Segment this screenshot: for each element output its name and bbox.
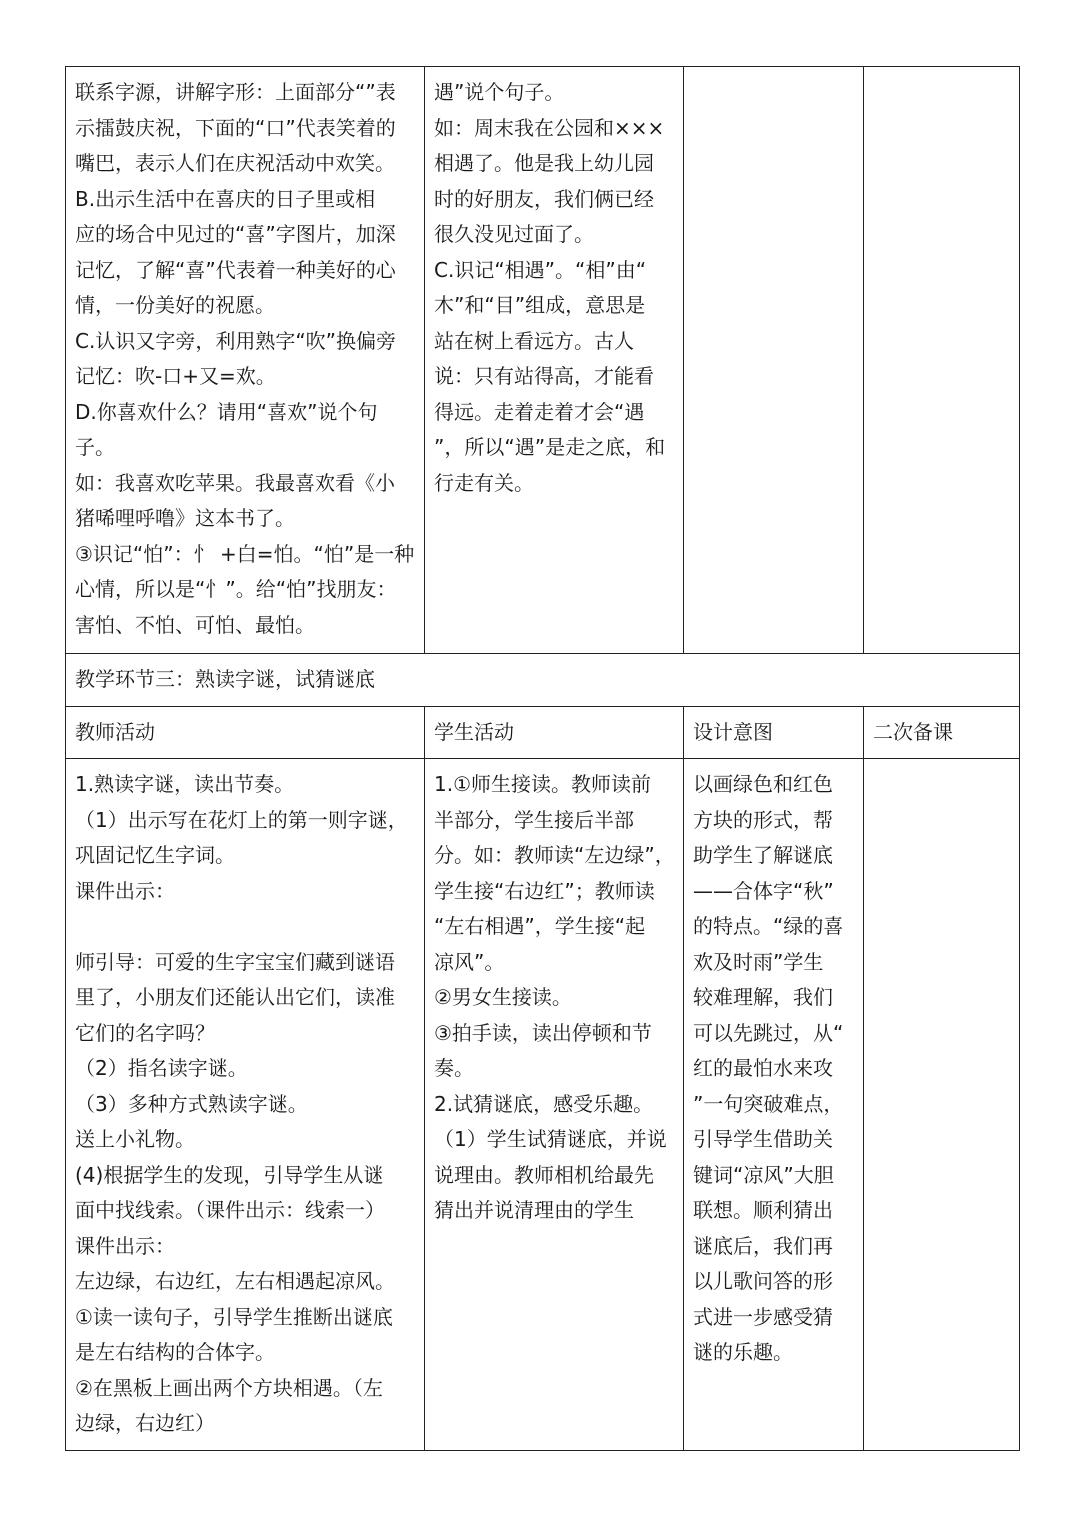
text-line: 猜出并说清理由的学生 bbox=[434, 1198, 634, 1222]
text-line: 左边绿，右边红，左右相遇起凉风。 bbox=[75, 1269, 395, 1293]
text-line: 应的场合中见过的“喜”字图片，加深 bbox=[75, 222, 396, 246]
text-line: 行走有关。 bbox=[434, 470, 534, 495]
header-second-prep: 二次备课 bbox=[864, 706, 1020, 759]
text-line: 如：周末我在公园和××× bbox=[434, 115, 665, 140]
text-line: 边绿，右边红） bbox=[75, 1411, 215, 1435]
text-line: 它们的名字吗？ bbox=[75, 1020, 215, 1045]
section-row bbox=[66, 654, 1020, 707]
text-line: D.你喜欢什么？请用“喜欢”说个句 bbox=[75, 399, 378, 424]
text-line: 红的最怕水来攻 bbox=[693, 1056, 833, 1080]
header-student-activity: 学生活动 bbox=[425, 706, 684, 759]
text-line: 木”和“目”组成，意思是 bbox=[434, 293, 646, 317]
text-line: ”，所以“遇”是走之底，和 bbox=[434, 435, 666, 459]
text-line: (4)根据学生的发现，引导学生从谜 bbox=[75, 1162, 384, 1187]
text-line: 巩固记忆生字词。 bbox=[75, 843, 235, 867]
text-line: 说：只有站得高，才能看 bbox=[434, 364, 654, 388]
text-line bbox=[75, 909, 415, 945]
lesson-plan-table bbox=[65, 66, 1020, 1451]
text-line: 得远。走着走着才会“遇 bbox=[434, 399, 645, 424]
text-line: 如：我喜欢吃苹果。我最喜欢看《小 bbox=[75, 470, 395, 495]
text-line: 站在树上看远方。古人 bbox=[434, 328, 634, 353]
text-line: 谜的乐趣。 bbox=[693, 1340, 793, 1364]
text-line: 1.熟读字谜，读出节奏。 bbox=[75, 772, 295, 796]
text-line: 分。如：教师读“左边绿”， bbox=[434, 843, 675, 867]
text-line: ③拍手读，读出停顿和节 bbox=[434, 1020, 652, 1045]
content-row bbox=[66, 759, 1020, 1451]
student-text bbox=[434, 767, 674, 1229]
text-line: ②男女生接读。 bbox=[434, 985, 572, 1009]
text-line: 师引导：可爱的生字宝宝们藏到谜语 bbox=[75, 949, 395, 974]
text-line: 记忆，了解“喜”代表着一种美好的心 bbox=[75, 257, 396, 282]
student-activity-cell bbox=[425, 759, 684, 1451]
text-line: 示擂鼓庆祝，下面的“口”代表笑着的 bbox=[75, 115, 396, 140]
design-intent-cell bbox=[684, 759, 864, 1451]
teacher-text-top bbox=[75, 75, 415, 643]
student-text-top bbox=[434, 75, 674, 501]
text-line: 很久没见过面了。 bbox=[434, 222, 594, 246]
text-line: C.认识又字旁，利用熟字“吹”换偏旁 bbox=[75, 328, 397, 353]
text-line: B.出示生活中在喜庆的日子里或相 bbox=[75, 186, 376, 211]
text-line: 以画绿色和红色 bbox=[693, 772, 833, 796]
text-line: 半部分，学生接后半部 bbox=[434, 807, 634, 832]
text-line: C.识记“相遇”。“相”由“ bbox=[434, 257, 647, 282]
text-line: 式进一步感受猜 bbox=[693, 1304, 833, 1329]
text-line: （3）多种方式熟读字谜。 bbox=[75, 1091, 308, 1116]
second-prep-cell-top bbox=[864, 67, 1020, 654]
text-line: 说理由。教师相机给最先 bbox=[434, 1162, 654, 1187]
text-line: （2）指名读字谜。 bbox=[75, 1056, 248, 1080]
text-line: 里了，小朋友们还能认出它们，读准 bbox=[75, 985, 395, 1009]
header-design-intent: 设计意图 bbox=[684, 706, 864, 759]
text-line: 以儿歌问答的形 bbox=[693, 1269, 833, 1293]
text-line: 是左右结构的合体字。 bbox=[75, 1340, 275, 1364]
text-line: 可以先跳过，从“ bbox=[693, 1020, 844, 1045]
text-line: 子。 bbox=[75, 435, 115, 459]
text-line: 的特点。“绿的喜 bbox=[693, 914, 844, 938]
text-line: 课件出示： bbox=[75, 1233, 175, 1258]
text-line: ②在黑板上画出两个方块相遇。（左 bbox=[75, 1375, 383, 1400]
text-line: （1）出示写在花灯上的第一则字谜， bbox=[75, 807, 408, 832]
text-line: ——合体字“秋” bbox=[693, 878, 834, 903]
text-line: 联想。顺利猜出 bbox=[693, 1198, 833, 1222]
text-line: 谜底后，我们再 bbox=[693, 1233, 833, 1258]
teacher-activity-cell bbox=[66, 759, 425, 1451]
text-line: 学生接“右边红”；教师读 bbox=[434, 878, 655, 903]
text-line: （1）学生试猜谜底，并说 bbox=[434, 1127, 667, 1151]
header-teacher-activity: 教师活动 bbox=[66, 706, 425, 759]
text-line: ①读一读句子，引导学生推断出谜底 bbox=[75, 1304, 393, 1329]
text-line: 1.①师生接读。教师读前 bbox=[434, 772, 652, 796]
text-line: ”一句突破难点， bbox=[693, 1091, 844, 1116]
text-line: 键词“凉风”大胆 bbox=[693, 1162, 834, 1187]
design-intent-cell-top bbox=[684, 67, 864, 654]
text-line: 奏。 bbox=[434, 1056, 474, 1080]
text-line: 较难理解，我们 bbox=[693, 985, 833, 1009]
student-activity-cell-top bbox=[425, 67, 684, 654]
text-line: 心情，所以是“忄”。给“怕”找朋友： bbox=[75, 577, 397, 601]
text-line: 猪唏哩呼噜》这本书了。 bbox=[75, 506, 295, 530]
text-line: 引导学生借助关 bbox=[693, 1127, 833, 1151]
text-line: 联系字源，讲解字形：上面部分“”表 bbox=[75, 80, 396, 104]
text-line: “左右相遇”，学生接“起 bbox=[434, 914, 646, 938]
text-line: ③识记“怕”：忄 +白=怕。“怕”是一种 bbox=[75, 541, 415, 566]
text-line: 2.试猜谜底，感受乐趣。 bbox=[434, 1091, 654, 1116]
text-line: 情，一份美好的祝愿。 bbox=[75, 293, 275, 317]
text-line: 遇”说个句子。 bbox=[434, 80, 565, 104]
section-title: 教学环节三：熟读字谜，试猜谜底 bbox=[66, 654, 1020, 707]
header-row bbox=[66, 706, 1020, 759]
text-line: 欢及时雨”学生 bbox=[693, 949, 824, 974]
text-line: 嘴巴，表示人们在庆祝活动中欢笑。 bbox=[75, 151, 395, 175]
text-line: 害怕、不怕、可怕、最怕。 bbox=[75, 612, 315, 637]
teacher-text bbox=[75, 767, 415, 1442]
continued-row bbox=[66, 67, 1020, 654]
second-prep-cell bbox=[864, 759, 1020, 1451]
text-line: 相遇了。他是我上幼儿园 bbox=[434, 151, 654, 175]
text-line: 凉风”。 bbox=[434, 949, 505, 974]
text-line: 面中找线索。（课件出示：线索一） bbox=[75, 1198, 385, 1222]
teacher-activity-cell-top bbox=[66, 67, 425, 654]
text-line: 记忆：吹-口+又=欢。 bbox=[75, 364, 276, 388]
text-line: 时的好朋友，我们俩已经 bbox=[434, 186, 654, 211]
design-text bbox=[693, 767, 854, 1371]
text-line: 助学生了解谜底 bbox=[693, 843, 833, 867]
text-line: 课件出示： bbox=[75, 878, 175, 903]
text-line: 方块的形式，帮 bbox=[693, 807, 833, 832]
text-line: 送上小礼物。 bbox=[75, 1127, 195, 1151]
